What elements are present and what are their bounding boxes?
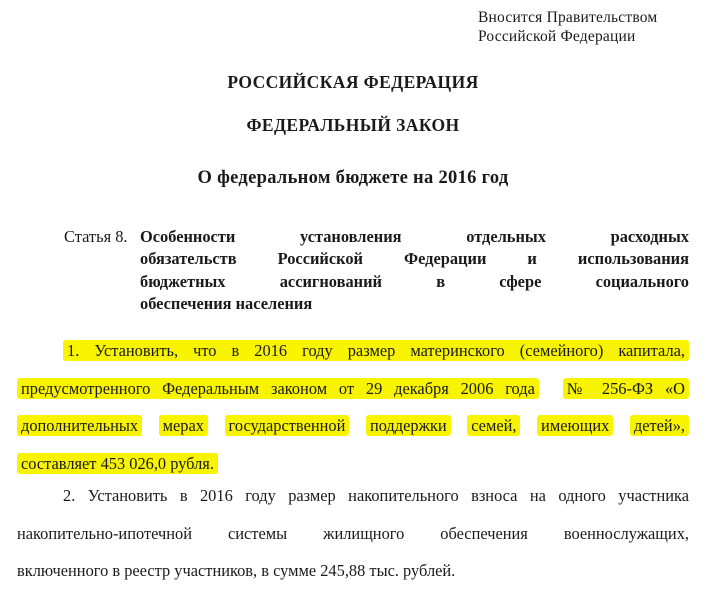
- highlighted-text: № 256-ФЗ «О: [563, 378, 689, 399]
- submission-note: [478, 9, 657, 46]
- article-title-line: бюджетных ассигнований в сфере социального: [140, 271, 689, 291]
- article-title-line: обеспечения населения: [140, 294, 313, 314]
- submission-note-line-2: Российской Федерации: [478, 27, 636, 45]
- clause-2-line-3: включенного в реестр участников, в сумме 245,88 тыс. рублей.: [17, 561, 456, 580]
- clause-1-paragraph: [17, 332, 689, 482]
- law-subject-title: О федеральном бюджете на 2016 год: [197, 168, 509, 188]
- highlighted-text: поддержки: [366, 415, 451, 436]
- law-type-title: ФЕДЕРАЛЬНЫЙ ЗАКОН: [246, 115, 460, 135]
- article-8-heading: [64, 226, 689, 316]
- clause-2-line-1: 2. Установить в 2016 году размер накопительного взноса на одного участника: [63, 486, 689, 505]
- highlighted-text: дополнительных: [17, 415, 142, 436]
- article-title-line: обязательств Российской Федерации и использования: [140, 249, 689, 269]
- highlighted-text: семей,: [467, 415, 520, 436]
- clause-1-line-1: [17, 332, 689, 370]
- article-number-label: Статья 8.: [64, 227, 128, 246]
- country-title: РОССИЙСКАЯ ФЕДЕРАЦИЯ: [227, 72, 479, 92]
- highlighted-text: составляет 453 026,0 рубля.: [17, 453, 218, 474]
- submission-note-line-1: Вносится Правительством: [478, 9, 658, 26]
- article-title-line: Особенности установления отдельных расходных: [140, 227, 689, 246]
- highlighted-text: детей»,: [630, 415, 689, 436]
- clause-1-line-3: [17, 407, 689, 445]
- clause-1-line-2: [17, 370, 689, 408]
- highlighted-text: 1. Установить, что в 2016 году размер материнского (семейного) капитала,: [63, 340, 689, 361]
- highlighted-text: предусмотренного Федеральным законом от 29 декабря 2006 года: [17, 378, 539, 399]
- clause-2-line-2: накопительно-ипотечной системы жилищного обеспечения военнослужащих,: [17, 523, 689, 543]
- clause-2-paragraph: [17, 477, 689, 590]
- highlighted-text: имеющих: [537, 415, 613, 436]
- article-title: [140, 226, 689, 316]
- highlighted-text: государственной: [225, 415, 350, 436]
- highlighted-text: мерах: [159, 415, 208, 436]
